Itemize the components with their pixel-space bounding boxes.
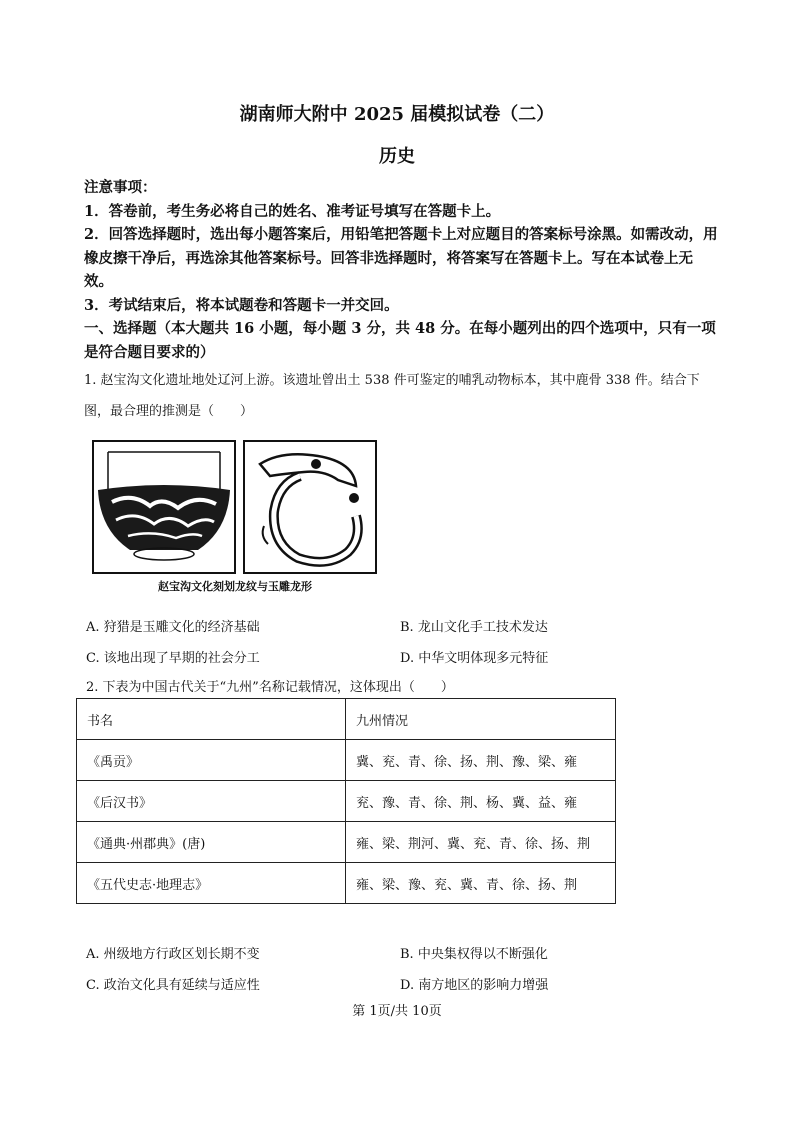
figure-caption: 赵宝沟文化刻划龙纹与玉雕龙形 <box>158 580 312 593</box>
table-cell: 兖、豫、青、徐、荆、杨、冀、益、雍 <box>346 781 616 822</box>
table-header-cell: 书名 <box>77 699 346 740</box>
note-item: 2．回答选择题时，选出每小题答案后，用铅笔把答题卡上对应题目的答案标号涂黑。如需改动，用橡皮擦干净后，再选涂其他答案标号。回答非选择题时，将答案写在答题卡上。写在本试卷上无效。 <box>84 226 718 290</box>
table-cell: 《禹贡》 <box>77 740 346 781</box>
q2-option-a[interactable]: A. 州级地方行政区划长期不变 <box>86 947 260 962</box>
table-row <box>77 863 616 904</box>
question-1-stem: 1. 赵宝沟文化遗址地处辽河上游。该遗址曾出土 538 件可鉴定的哺乳动物标本，其中鹿骨 338 件。结合下图，最合理的推测是（ ） <box>84 373 700 419</box>
table-cell: 雍、梁、豫、兖、冀、青、徐、扬、荆 <box>346 863 616 904</box>
question-1 <box>84 365 724 427</box>
section-heading: 一、选择题（本大题共 16 小题，每小题 3 分，共 48 分。在每小题列出的四个选项中，只有一项是符合题目要求的） <box>84 320 716 361</box>
notes-heading: 注意事项： <box>84 179 157 196</box>
note-item: 1．答卷前，考生务必将自己的姓名、准考证号填写在答题卡上。 <box>84 202 501 220</box>
notes-section <box>84 176 720 364</box>
subject-title: 历史 <box>379 146 415 167</box>
table-header-row <box>77 699 616 740</box>
page-number: 第 1页/共 10页 <box>352 1004 442 1019</box>
q2-option-d[interactable]: D. 南方地区的影响力增强 <box>400 978 549 993</box>
q1-option-b[interactable]: B. 龙山文化手工技术发达 <box>400 620 548 635</box>
q1-option-a[interactable]: A. 狩猎是玉雕文化的经济基础 <box>86 620 260 635</box>
table-cell: 《五代史志·地理志》 <box>77 863 346 904</box>
question-1-figure <box>92 440 378 600</box>
table-row <box>77 740 616 781</box>
table-header-cell: 九州情况 <box>346 699 616 740</box>
table-row <box>77 822 616 863</box>
exam-title: 湖南师大附中 2025 届模拟试卷（二） <box>239 104 555 125</box>
artifact-illustration <box>92 440 378 576</box>
note-item: 3．考试结束后，将本试题卷和答题卡一并交回。 <box>84 296 399 314</box>
table-cell: 雍、梁、荆河、冀、兖、青、徐、扬、荆 <box>346 822 616 863</box>
table-cell: 冀、兖、青、徐、扬、荆、豫、梁、雍 <box>346 740 616 781</box>
q2-option-c[interactable]: C. 政治文化具有延续与适应性 <box>86 978 260 993</box>
table-row <box>77 781 616 822</box>
table-cell: 《后汉书》 <box>77 781 346 822</box>
q1-option-d[interactable]: D. 中华文明体现多元特征 <box>400 651 549 666</box>
question-2-stem: 2. 下表为中国古代关于“九州”名称记载情况，这体现出（ ） <box>86 680 454 695</box>
table-cell: 《通典·州郡典》(唐) <box>77 822 346 863</box>
nine-provinces-table <box>76 698 616 904</box>
q2-option-b[interactable]: B. 中央集权得以不断强化 <box>400 947 548 962</box>
q1-option-c[interactable]: C. 该地出现了早期的社会分工 <box>86 651 260 666</box>
